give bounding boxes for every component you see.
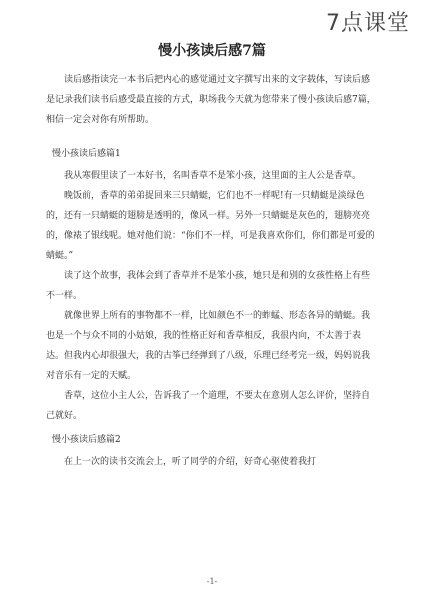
section1-paragraph: 晚饭前，香草的弟弟捉回来三只蜻蜓，它们也不一样呢!有一只蜻蜓是淡绿色的，还有一只蜻蜓的翅膀是透明的，像风一样。另外一只蜻蜓是灰色的，翅膀亮亮的，像裱了银线呢。她对他们说：“你们不一样，可是我喜欢你们，你们都是可爱的蜻蜓。” [46,191,375,261]
section1-paragraph: 香草，这位小主人公，告诉我了一个道理，不要太在意别人怎么评价，坚持自己就好。 [46,391,371,421]
site-watermark: 7点课堂 [326,11,410,36]
section2-heading: 慢小孩读后感篇2 [52,435,121,445]
document-title: 慢小孩读后感7篇 [158,43,266,59]
section2-paragraph: 在上一次的读书交流会上，听了同学的介绍，好奇心驱使着我打 [64,457,317,467]
section1-paragraph: 读了这个故事，我体会到了香草并不是笨小孩，她只是和别的女孩性格上有些不一样。 [46,271,371,301]
document-page [46,40,378,472]
section1-heading: 慢小孩读后感篇1 [52,149,121,159]
intro-paragraph: 读后感指读完一本书后把内心的感觉通过文字撰写出来的文字载体，写读后感是记录我们读书后感受最直接的方式，职场我今天就为您带来了慢小孩读后感7篇，相信一定会对你有所帮助。 [46,75,376,125]
page-number: -1- [206,577,218,586]
section1-paragraph: 我从寒假里读了一本好书，名叫香草不是笨小孩，这里面的主人公是香草。 [64,171,362,181]
section1-paragraph: 就像世界上所有的事物都不一样，比如颜色不一的蚱蜢、形态各异的蜻蜓。我也是一个与众不同的小姑娘，我的性格正好和香草相反，我很内向，不太善于表达。但我内心却很强大，我的古筝已经弹到了八级，乐理已经考完一级，妈妈说我对音乐有一定的天赋。 [46,311,371,381]
